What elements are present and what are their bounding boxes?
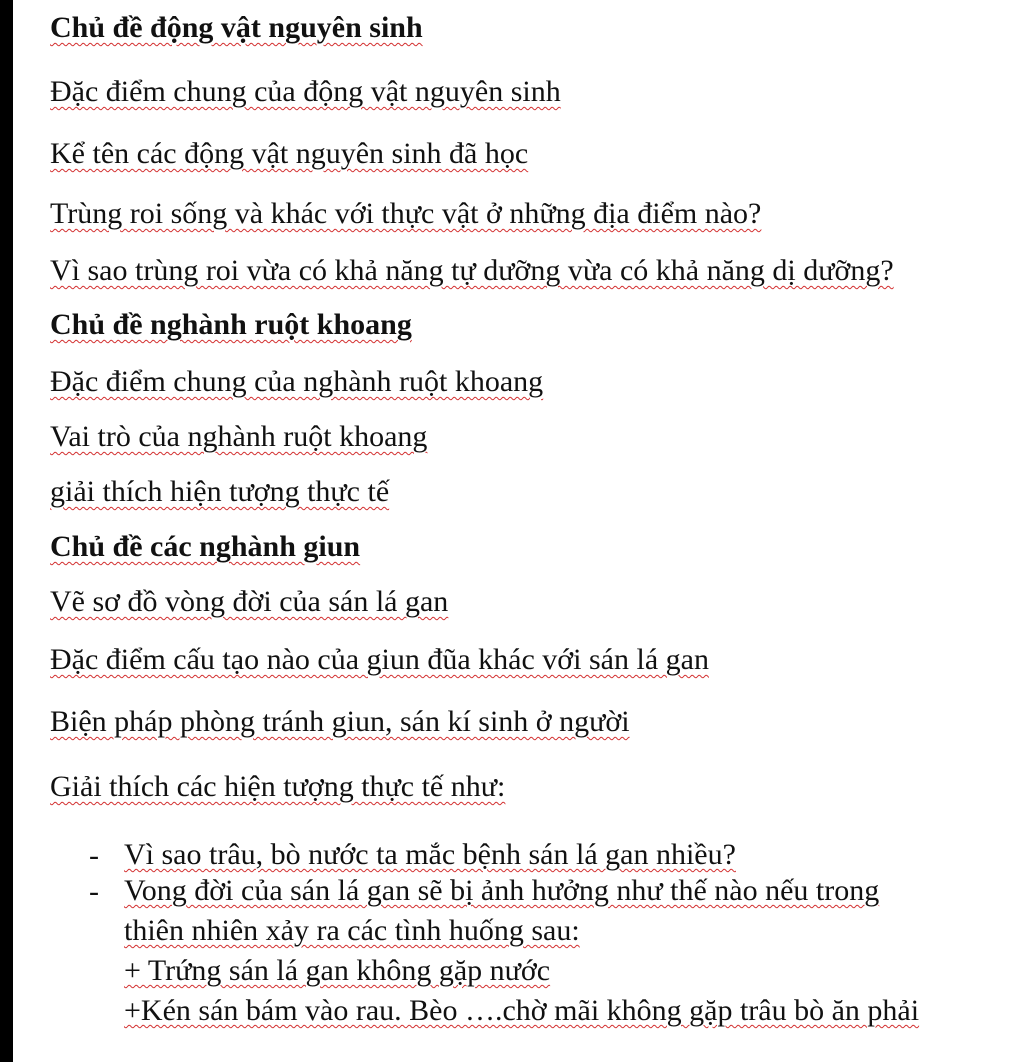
document-page bbox=[13, 0, 1024, 1062]
bullet-item: Vì sao trâu, bò nước ta mắc bệnh sán lá gan nhiều? bbox=[124, 838, 736, 871]
section-heading-coelenterates: Chủ đề nghành ruột khoang bbox=[50, 308, 412, 341]
bullet-dash: - bbox=[89, 875, 99, 908]
list-item: Đặc điểm chung của động vật nguyên sinh bbox=[50, 75, 561, 108]
bullet-subitem: +Kén sán bám vào rau. Bèo ….chờ mãi không gặp trâu bò ăn phải bbox=[124, 994, 920, 1027]
list-item: Vai trò của nghành ruột khoang bbox=[50, 420, 428, 453]
section-heading-worms: Chủ đề các nghành giun bbox=[50, 530, 361, 563]
list-item: Đặc điểm cấu tạo nào của giun đũa khác với sán lá gan bbox=[50, 643, 709, 676]
bullet-dash: - bbox=[89, 839, 99, 872]
list-item: Vẽ sơ đồ vòng đời của sán lá gan bbox=[50, 585, 449, 618]
bullet-item: Vong đời của sán lá gan sẽ bị ảnh hưởng như thế nào nếu trong bbox=[124, 874, 880, 907]
list-item: giải thích hiện tượng thực tế bbox=[50, 475, 390, 508]
list-item: Giải thích các hiện tượng thực tế như: bbox=[50, 770, 506, 803]
list-item: Kể tên các động vật nguyên sinh đã học bbox=[50, 137, 529, 170]
bullet-item-continuation: thiên nhiên xảy ra các tình huống sau: bbox=[124, 914, 580, 947]
list-item: Biện pháp phòng tránh giun, sán kí sinh ở người bbox=[50, 705, 630, 738]
bullet-subitem: + Trứng sán lá gan không gặp nước bbox=[124, 954, 551, 987]
section-heading-protozoa: Chủ đề động vật nguyên sinh bbox=[50, 11, 423, 44]
list-item: Trùng roi sống và khác với thực vật ở những địa điểm nào? bbox=[50, 197, 762, 230]
list-item: Đặc điểm chung của nghành ruột khoang bbox=[50, 365, 544, 398]
list-item: Vì sao trùng roi vừa có khả năng tự dưỡng vừa có khả năng dị dưỡng? bbox=[50, 254, 894, 287]
